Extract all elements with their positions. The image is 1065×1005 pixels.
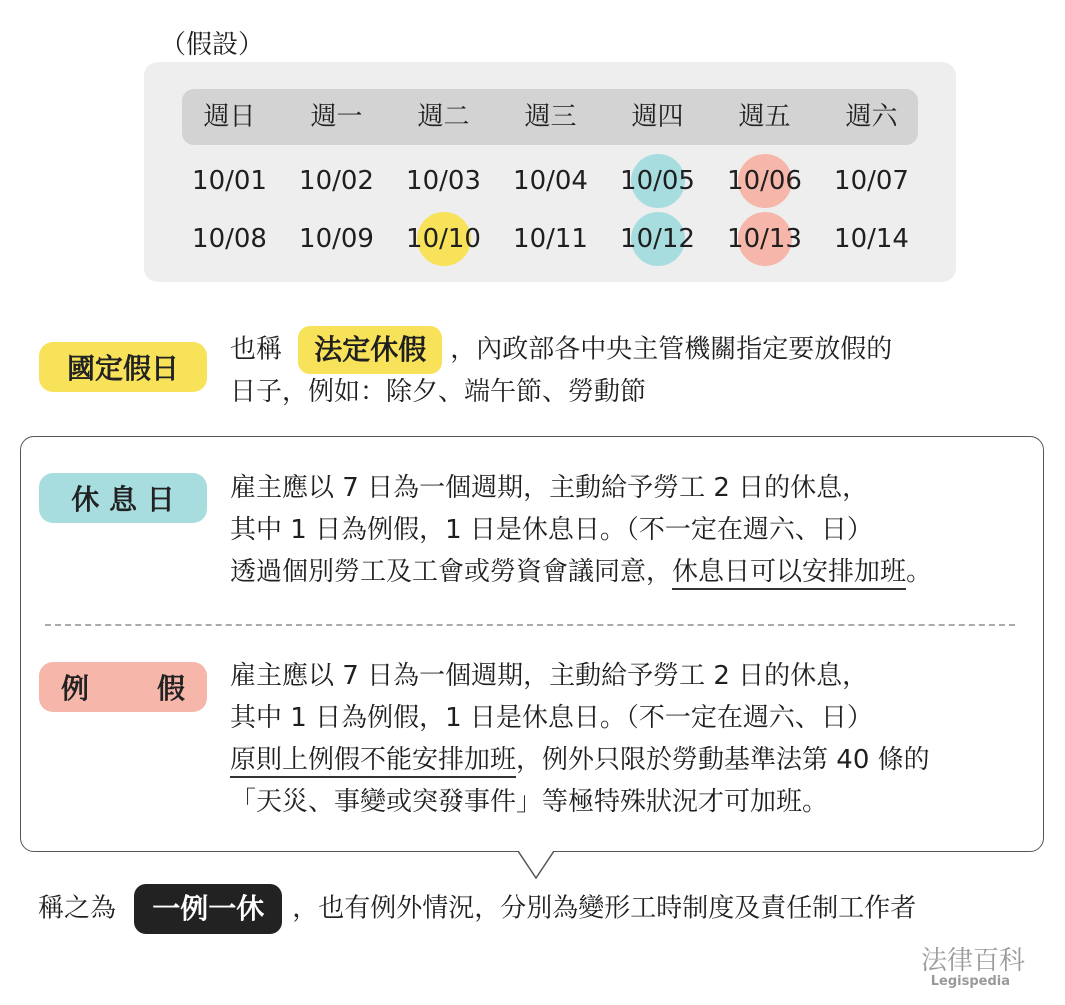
weekday-label: 週日 bbox=[203, 102, 256, 132]
calendar-date: 10/09 bbox=[299, 224, 374, 254]
statutory-leave-term: 法定休假 bbox=[298, 326, 442, 374]
summary-rest: ，也有例外情況，分別為變形工時制度及責任制工作者 bbox=[292, 893, 917, 924]
rest-day-line3-plain: 透過個別勞工及工會或勞資會議同意， bbox=[230, 557, 673, 587]
calendar-date: 10/07 bbox=[834, 166, 909, 196]
calendar-date: 10/11 bbox=[513, 224, 588, 254]
weekday-label: 週二 bbox=[417, 102, 470, 132]
regular-leave-line1: 雇主應以 7 日為一個週期，主動給予勞工 2 日的休息， bbox=[230, 661, 869, 691]
national-holiday-badge: 國定假日 bbox=[39, 342, 207, 392]
weekday-label: 週六 bbox=[845, 102, 898, 132]
summary-line bbox=[38, 884, 916, 934]
calendar-date: 10/05 bbox=[620, 166, 695, 196]
weekday-label: 週一 bbox=[310, 102, 363, 132]
assumption-note: （假設） bbox=[160, 30, 265, 60]
weekday-label: 週五 bbox=[738, 102, 791, 132]
legispedia-logo-subtitle: Legispedia bbox=[930, 974, 1010, 989]
national-holiday-prefix: 也稱 bbox=[230, 334, 283, 365]
regular-leave-badge-left: 例 bbox=[61, 672, 90, 705]
national-holiday-line1-rest: ，內政部各中央主管機關指定要放假的 bbox=[450, 334, 893, 365]
regular-leave-line3 bbox=[230, 740, 930, 780]
legispedia-logo-title: 法律百科 bbox=[920, 946, 1025, 976]
calendar-date: 10/01 bbox=[192, 166, 267, 196]
national-holiday-line2: 日子，例如：除夕、端午節、勞動節 bbox=[230, 377, 647, 407]
callout-pointer bbox=[518, 850, 554, 880]
regular-leave-no-overtime: 原則上例假不能安排加班 bbox=[230, 745, 516, 778]
calendar-date: 10/06 bbox=[727, 166, 802, 196]
calendar-date: 10/08 bbox=[192, 224, 267, 254]
rest-day-line1: 雇主應以 7 日為一個週期，主動給予勞工 2 日的休息， bbox=[230, 473, 869, 503]
regular-leave-line4: 「天災、事變或突發事件」等極特殊狀況才可加班。 bbox=[230, 787, 829, 817]
rest-day-line3-end: 。 bbox=[906, 557, 933, 587]
weekday-label: 週四 bbox=[631, 102, 684, 132]
regular-leave-badge bbox=[39, 662, 207, 712]
rest-day-badge: 休 息 日 bbox=[39, 473, 207, 523]
calendar-date: 10/02 bbox=[299, 166, 374, 196]
calendar-date: 10/12 bbox=[620, 224, 695, 254]
rest-day-line3 bbox=[230, 552, 932, 592]
calendar-date: 10/03 bbox=[406, 166, 481, 196]
national-holiday-line1 bbox=[230, 326, 892, 374]
summary-prefix: 稱之為 bbox=[38, 893, 117, 924]
rest-day-overtime-allowed: 休息日可以安排加班 bbox=[672, 557, 906, 590]
calendar-date: 10/13 bbox=[727, 224, 802, 254]
calendar-date: 10/04 bbox=[513, 166, 588, 196]
calendar-date: 10/10 bbox=[406, 224, 481, 254]
regular-leave-line2: 其中 1 日為例假，1 日是休息日。（不一定在週六、日） bbox=[230, 703, 873, 733]
rest-day-line2: 其中 1 日為例假，1 日是休息日。（不一定在週六、日） bbox=[230, 515, 873, 545]
regular-leave-line3-rest: ，例外只限於勞動基準法第 40 條的 bbox=[516, 745, 930, 775]
regular-leave-badge-right: 假 bbox=[156, 672, 185, 705]
weekday-label: 週三 bbox=[524, 102, 577, 132]
calendar-date: 10/14 bbox=[834, 224, 909, 254]
one-fixed-one-flexible-term: 一例一休 bbox=[134, 884, 282, 934]
section-divider bbox=[45, 624, 1015, 626]
